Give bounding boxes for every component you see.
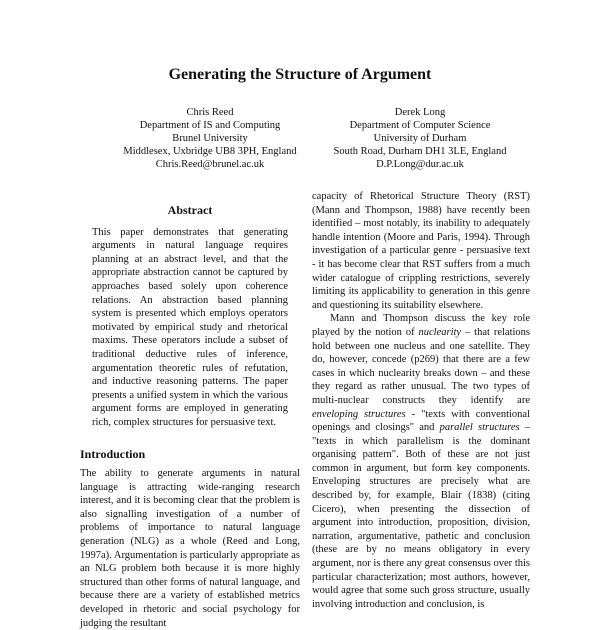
author-name: Derek Long [394,107,446,118]
paragraph-text: – "texts in which parallelism is the dominant organising pattern". Both of these are not just common in argument, but form key components. Enveloping structures are precisely what are described by, for example, Blair (1838) (citing Cicero), when presenting the dissection of argument into introduction, proposition, division, narration, argumentative, pathetic and conclusion (these are by no means obligatory in every argument, nor is there any great consensus over this particular characterization; most authors, however, would agree that some such gross structure, usually involving introduction and conclusion, is [312,422,530,610]
body-paragraph-1: capacity of Rhetorical Structure Theory (RST) (Mann and Thompson, 1988) have recently been identified – most notably, its inability to adequately handle intention (Moore and Paris, 1994). Through investigation of a particular genre - persuasive text - it has become clear that RST suffers from a much wider catalogue of crippling restrictions, severely limiting its applicability to generation in this genre and questioning its suitability elsewhere. [312,191,530,311]
introduction-text: The ability to generate arguments in natural language is attracting wide-ranging research interest, and it is becoming clear that the problem is also signalling investigation of a number of problems of importance to natural language generation (NLG) as a whole (Reed and Long, 1997a). Argumentation is particularly appropriate as an NLG problem both because it is more highly structured than other forms of natural language, and because there are a variety of established metrics developed in rhetoric and social psychology for judging the resultant [80,468,300,629]
author-email: D.P.Long@dur.ac.uk [376,159,464,170]
author-email: Chris.Reed@brunel.ac.uk [155,159,265,170]
paper-title: Generating the Structure of Argument [168,66,432,83]
left-column [80,204,300,630]
body-paragraph-2 [312,312,530,611]
paragraph-text: - "texts with conventional openings and closings" and [312,408,531,434]
right-column [312,190,530,611]
author-address: Middlesex, Uxbridge UB8 3PH, England [123,146,297,157]
author-organization: University of Durham [373,133,467,144]
paragraph-text: – that relations hold between one nucleus and one satellite. They do, however, concede (p269) that there are a few cases in which nuclearity breaks down – and these they regard as rather unusual. The two types of multi-nuclear constructs they identify are [312,326,530,406]
author-department: Department of IS and Computing [139,120,281,131]
introduction-heading: Introduction [80,446,146,461]
author-organization: Brunel University [172,133,248,144]
term-nuclearity: nuclearity [418,326,462,338]
author-block-2 [300,106,540,171]
term-parallel-structures: parallel structures [439,422,520,434]
author-block-1 [90,106,330,171]
author-address: South Road, Durham DH1 3LE, England [333,146,507,157]
author-name: Chris Reed [186,107,234,118]
abstract-heading: Abstract [167,203,213,217]
term-enveloping-structures: enveloping structures [312,408,406,420]
paragraph-text: Mann and Thompson discuss the key role played by the notion of [312,313,530,338]
author-department: Department of Computer Science [349,120,491,131]
abstract-text: This paper demonstrates that generating arguments in natural language requires planning at an abstract level, and that the appropriate abstraction cannot be captured by approaches based solely upon coherence relations. An abstraction based planning system is presented which employs operators motivated by empirical study and rhetorical maxims. These operators include a subset of traditional deductive rules of inference, argumentation theoretic rules of refutation, and inductive reasoning patterns. The paper presents a unified system in which the various argument forms are employed in generating rich, complex structures for persuasive text. [92,226,288,428]
